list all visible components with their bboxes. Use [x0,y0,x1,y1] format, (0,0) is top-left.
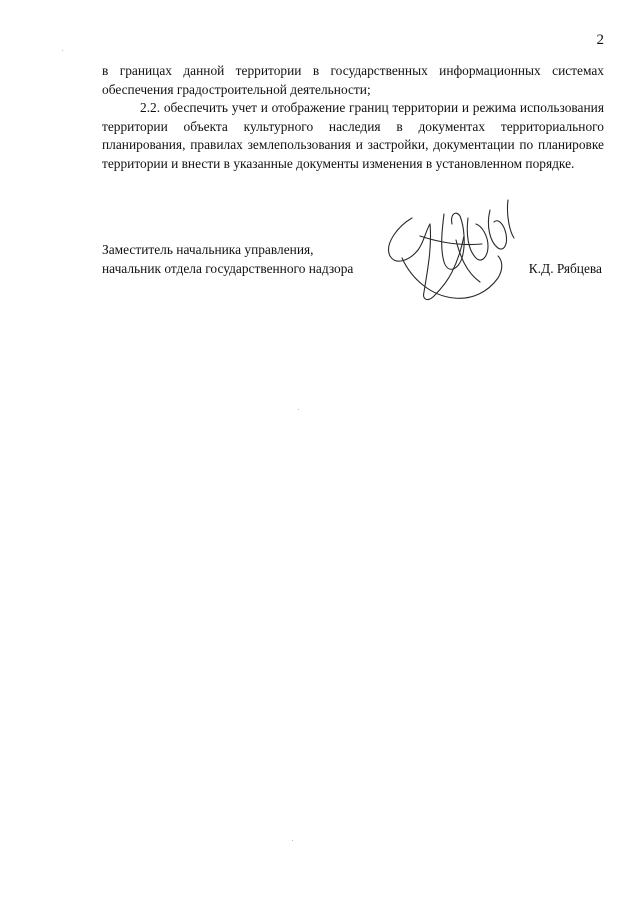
paragraph-item-2-2: 2.2. обеспечить учет и отображение границ территории и режима использования территории объекта культурного наследия в документах территориального планирования, правилах землепользования и застройки, документации по планировке территории и внести в указанные документы изменения в установленном порядке. [102,100,604,171]
signer-position-line-1: Заместитель начальника управления, [102,242,314,257]
scan-speck [62,50,63,51]
handwritten-signature-icon [372,196,522,308]
scan-speck [298,409,299,410]
signer-position-line-2: начальник отдела государственного надзора [102,260,354,276]
paragraph-continuation: в границах данной территории в государственных информационных системах обеспечения градостроительной деятельности; [102,63,604,97]
page-number: 2 [596,32,604,48]
scan-speck [292,840,293,841]
signer-name: К.Д. Рябцева [528,260,602,276]
signature-block [102,241,602,278]
document-body [102,62,604,174]
